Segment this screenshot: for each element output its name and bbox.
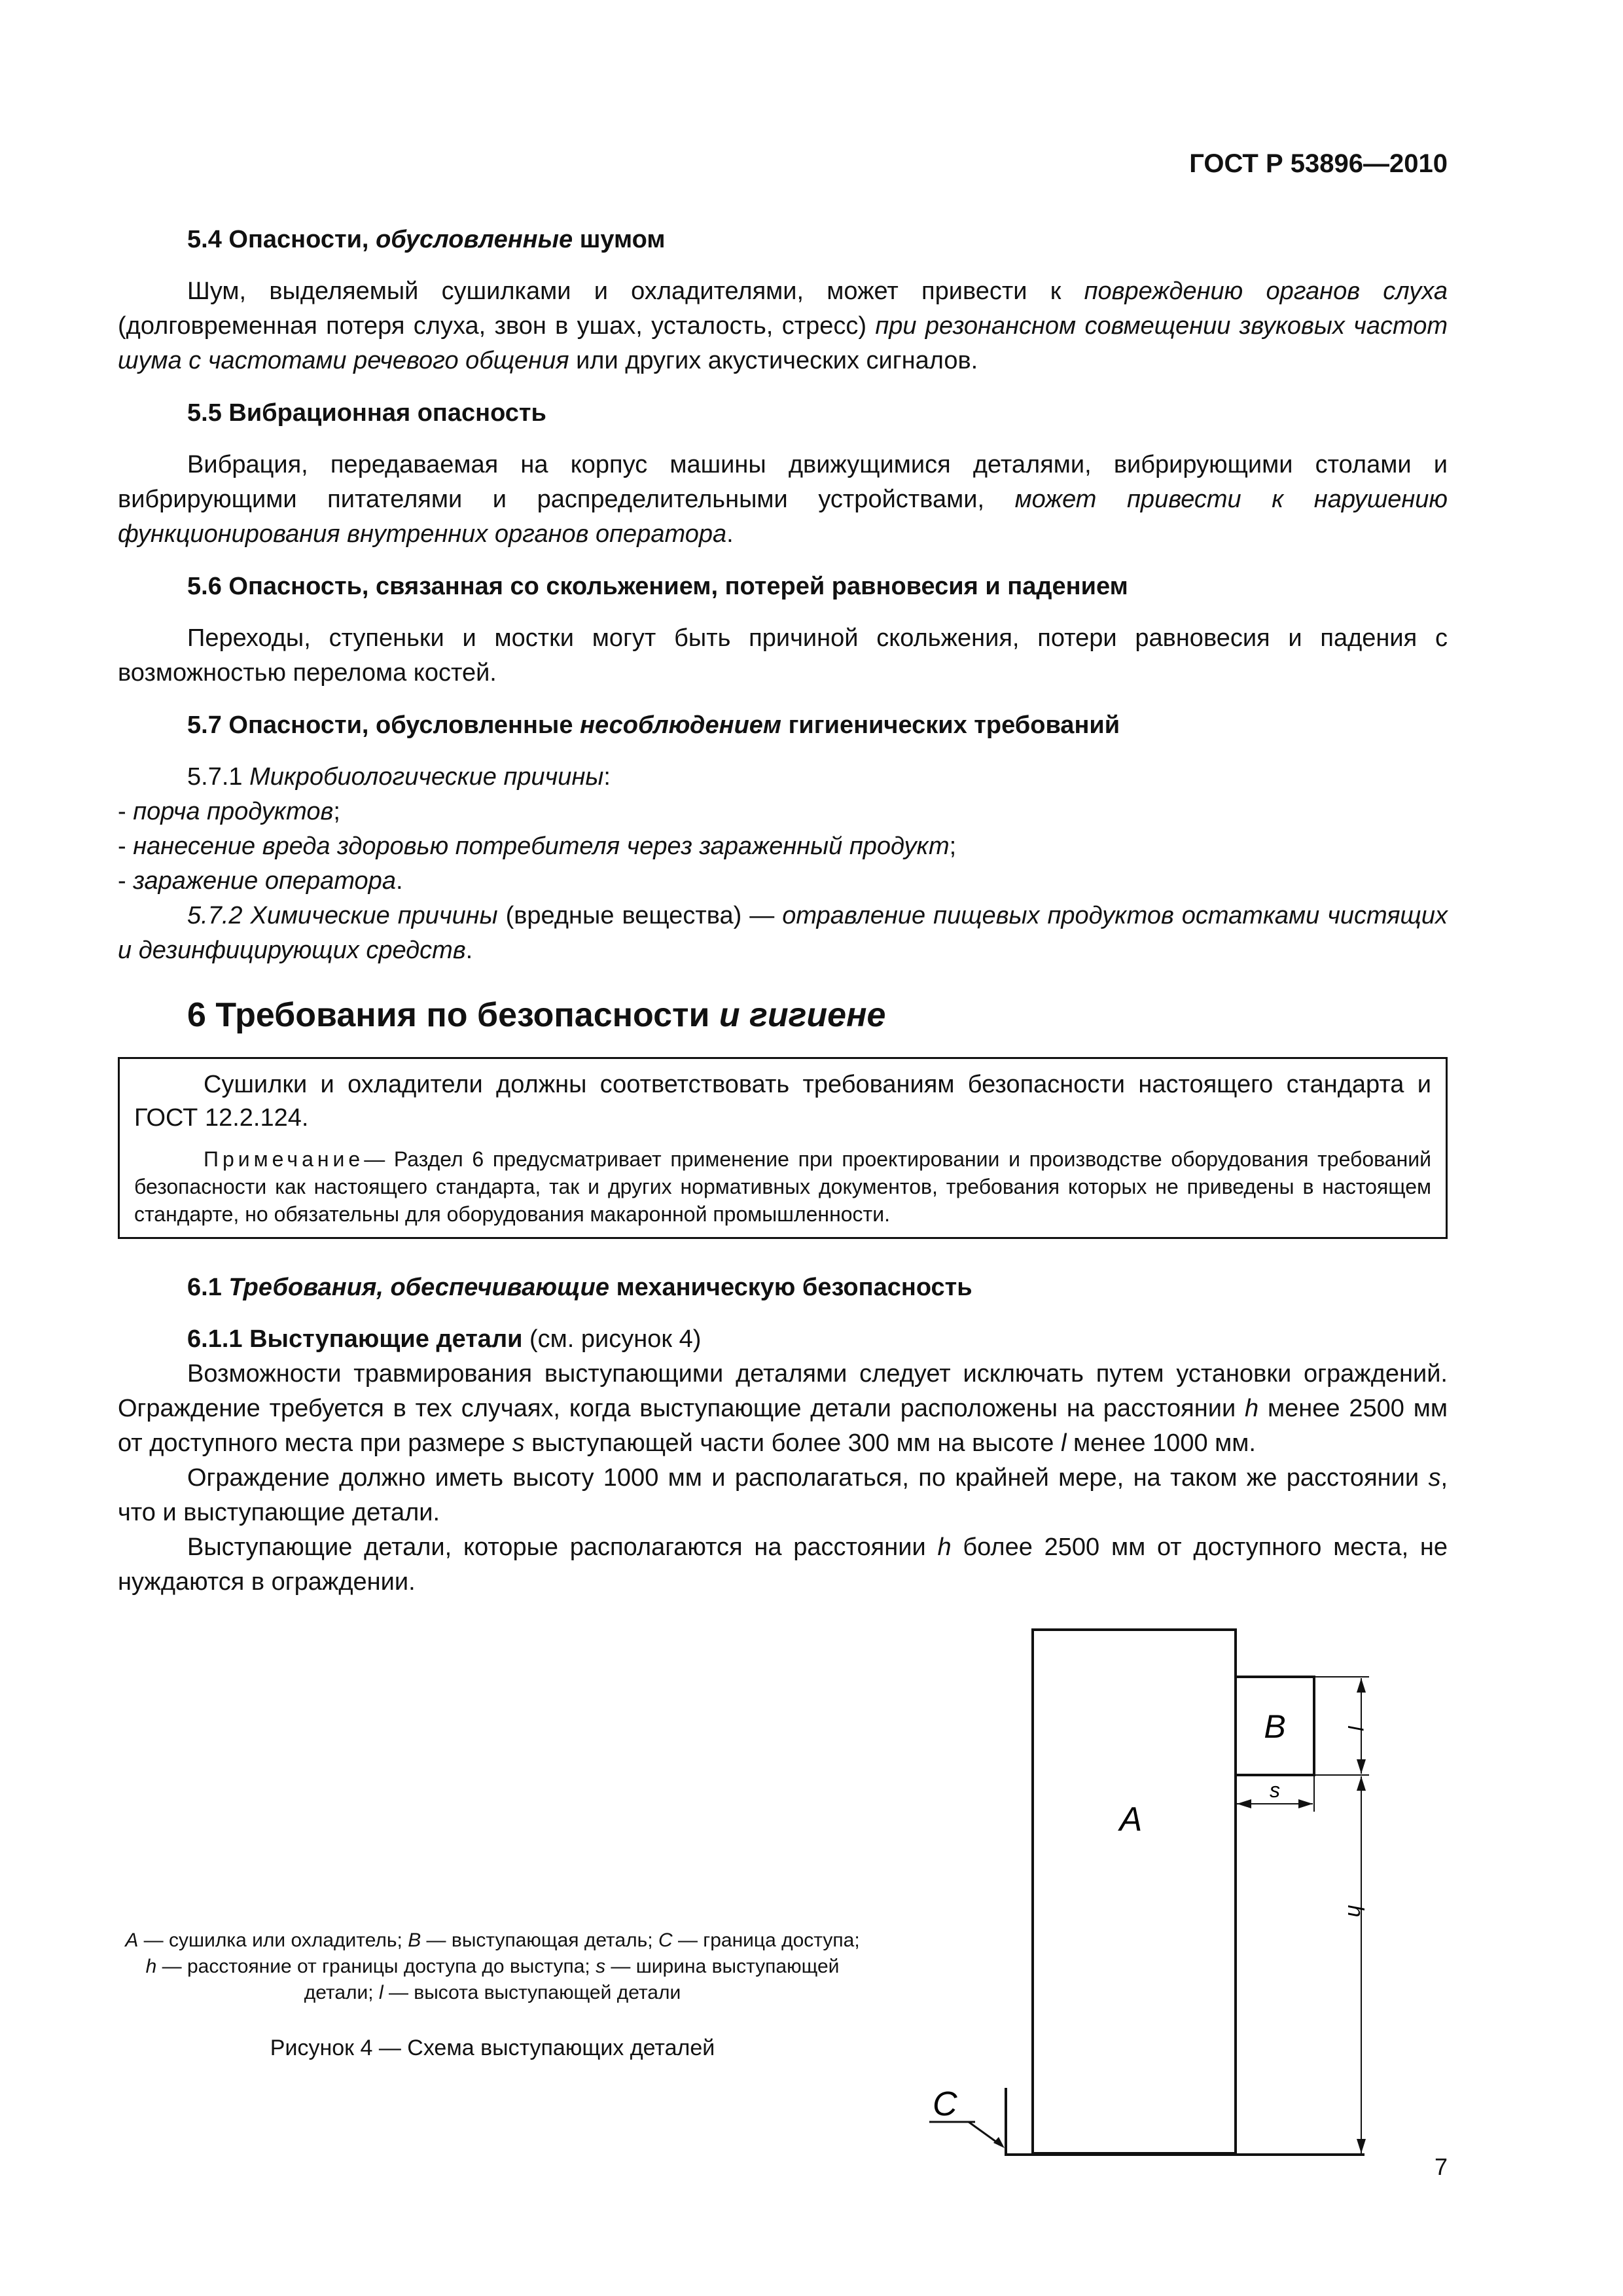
list-item: [118, 795, 1448, 829]
text-run-italic: при резонансном совмещении звуковых частот шума с частотами речевого общения: [118, 312, 1448, 374]
text-run: Возможности травмирования выступающими деталями следует исключать путем установки ограждений. Ограждение требуется в тех случаях, когда выступающие детали расположены на расстоянии: [118, 1360, 1448, 1422]
list-item: [118, 829, 1448, 864]
section-5-4-title: [118, 223, 1448, 257]
page-number: 7: [1434, 2153, 1448, 2180]
item-5-7-1: [118, 760, 1448, 795]
figure-reference: (см. рисунок 4): [522, 1325, 702, 1353]
text-run: ;: [333, 798, 340, 825]
symbol-s: s: [1428, 1464, 1441, 1492]
section-6-1-1-paragraph-3: [118, 1530, 1448, 1600]
title-part: Опасности,: [228, 226, 369, 253]
title-part: 6 Требования по безопасности: [187, 996, 719, 1034]
title-part-italic: обусловленные: [376, 226, 573, 253]
title-part-italic: несоблюдением: [580, 711, 782, 739]
title-part-italic: Требования, обеспечивающие: [228, 1274, 610, 1301]
machine-body-a: [1033, 1630, 1236, 2153]
figure-4-legend: [118, 1928, 867, 2006]
text-run: более 2500 мм от доступного места, не нуждаются в ограждении.: [118, 1534, 1448, 1596]
note-label: Примечание: [204, 1147, 365, 1171]
text-run: (вредные вещества) —: [497, 902, 783, 929]
text-run: Ограждение должно иметь высоту 1000 мм и располагаться, по крайней мере, на таком же расстоянии: [187, 1464, 1429, 1492]
text-run: , что и выступающие детали.: [118, 1464, 1448, 1526]
arrow-head: [1357, 1678, 1366, 1693]
label-a: A: [1119, 1801, 1143, 1839]
symbol-s: s: [512, 1429, 525, 1457]
label-s: s: [1270, 1778, 1280, 1802]
section-6-title: [118, 996, 1448, 1035]
section-number: 5.4: [187, 226, 222, 253]
title-part: механическую безопасность: [609, 1274, 972, 1301]
legend-text: — ширина выступающей детали;: [304, 1956, 840, 2003]
list-item: [118, 864, 1448, 899]
title-part-bold: 6.1.1 Выступающие детали: [187, 1325, 523, 1353]
document-id: ГОСТ Р 53896—2010: [1189, 149, 1448, 178]
figure-4-diagram: [903, 1604, 1374, 2193]
item-number: 5.7.1: [187, 763, 250, 791]
text-run: ;: [949, 833, 957, 860]
text-run-italic: нанесение вреда здоровью потребителя через зараженный продукт: [133, 833, 950, 860]
text-run: выступающей части более 300 мм на высоте: [524, 1429, 1061, 1457]
arrow-head: [1357, 2139, 1366, 2153]
arrow-head: [1298, 1799, 1313, 1808]
legend-symbol: C: [658, 1929, 673, 1951]
leader-arrow-c: [993, 2137, 1005, 2148]
text-run: Выступающие детали, которые располагаются на расстоянии: [187, 1534, 938, 1561]
title-part: гигиенических требований: [781, 711, 1120, 739]
text-run-italic: заражение оператора: [133, 867, 396, 895]
figure-4-title: Рисунок 4 — Схема выступающих деталей: [270, 2036, 715, 2060]
legend-text: — высота выступающей детали: [383, 1982, 681, 2003]
section-6-1-1-paragraph-1: [118, 1357, 1448, 1461]
box-text: Сушилки и охладители должны соответствовать требованиям безопасности настоящего стандарта и ГОСТ 12.2.124.: [134, 1071, 1431, 1132]
legend-text: — выступающая деталь;: [421, 1929, 658, 1951]
list-dash: -: [118, 833, 134, 860]
legend-symbol: s: [596, 1956, 606, 1977]
section-5-5-text: [118, 448, 1448, 552]
text-run: менее 1000 мм.: [1066, 1429, 1256, 1457]
text-run-italic: 5.7.2 Химические причины: [187, 902, 498, 929]
item-5-7-2: [118, 899, 1448, 968]
list-dash: -: [118, 867, 134, 895]
legend-symbol: A: [125, 1929, 139, 1951]
section-number: 6.1: [187, 1274, 229, 1301]
figure-4-svg: [903, 1604, 1374, 2193]
section-5-7-title: [118, 708, 1448, 743]
title-part: шумом: [579, 226, 666, 253]
text-run: менее 2500 мм от доступного места при размере: [118, 1395, 1448, 1457]
symbol-h: h: [937, 1534, 952, 1561]
text-run: Шум, выделяемый сушилками и охладителями, может привести к: [187, 278, 1084, 305]
section-5-6-title: 5.6 Опасность, связанная со скольжением, потерей равновесия и падением: [187, 573, 1128, 600]
text-run-italic: Микробиологические причины: [249, 763, 604, 791]
note-text: — Раздел 6 предусматривает применение при проектировании и производстве оборудования требований безопасности как настоящего стандарта, так и других нормативных документов, требования которых не приведены в настоящем стандарте, но обязательны для оборудования макаронной промышленности.: [134, 1147, 1431, 1226]
label-c: C: [933, 2085, 957, 2123]
text-run: .: [395, 867, 403, 895]
text-run: :: [603, 763, 611, 791]
section-5-5-title: 5.5 Вибрационная опасность: [187, 399, 546, 427]
title-part: 5.7 Опасности, обусловленные: [187, 711, 580, 739]
legend-symbol: B: [408, 1929, 421, 1951]
section-6-1-title: [118, 1270, 1448, 1305]
text-run-italic: порча продуктов: [133, 798, 334, 825]
legend-symbol: l: [378, 1982, 383, 2003]
text-run: .: [465, 937, 473, 964]
text-run-italic: отравление пищевых продуктов остатками чистящих и дезинфицирующих средств: [118, 902, 1448, 964]
text-run: .: [726, 520, 734, 548]
section-6-1-1-title: [118, 1322, 1448, 1357]
label-b: B: [1264, 1708, 1286, 1745]
legend-text: — граница доступа;: [672, 1929, 860, 1951]
symbol-h: h: [1245, 1395, 1259, 1422]
text-run-italic: повреждению органов слуха: [1084, 278, 1448, 305]
arrow-head: [1357, 1776, 1366, 1791]
arrow-head: [1357, 1759, 1366, 1774]
label-h: h: [1343, 1905, 1368, 1918]
section-5-6-text: Переходы, ступеньки и мостки могут быть причиной скольжения, потери равновесия и падения с возможностью перелома костей.: [118, 624, 1448, 687]
text-run-italic: может привести к нарушению функционирования внутренних органов оператора: [118, 486, 1448, 548]
list-dash: -: [118, 798, 134, 825]
document-body: [118, 223, 1448, 1600]
text-run: (долговременная потеря слуха, звон в ушах, усталость, стресс): [118, 312, 876, 340]
section-5-4-text: [118, 274, 1448, 378]
text-run: или других акустических сигналов.: [569, 347, 978, 374]
note: [134, 1145, 1431, 1228]
title-part-italic: и гигиене: [719, 996, 886, 1034]
label-l: l: [1344, 1725, 1367, 1731]
section-6-1-1-paragraph-2: [118, 1461, 1448, 1530]
text-run: Вибрация, передаваемая на корпус машины движущимися деталями, вибрирующими столами и вибрирующими питателями и распределительными устройствами,: [118, 451, 1448, 513]
arrow-head: [1237, 1799, 1251, 1808]
legend-symbol: h: [145, 1956, 157, 1977]
symbol-l: l: [1060, 1429, 1067, 1457]
legend-text: — расстояние от границы доступа до выступа;: [156, 1956, 596, 1977]
framed-requirement-box: [118, 1057, 1448, 1239]
legend-text: — сушилка или охладитель;: [138, 1929, 408, 1951]
